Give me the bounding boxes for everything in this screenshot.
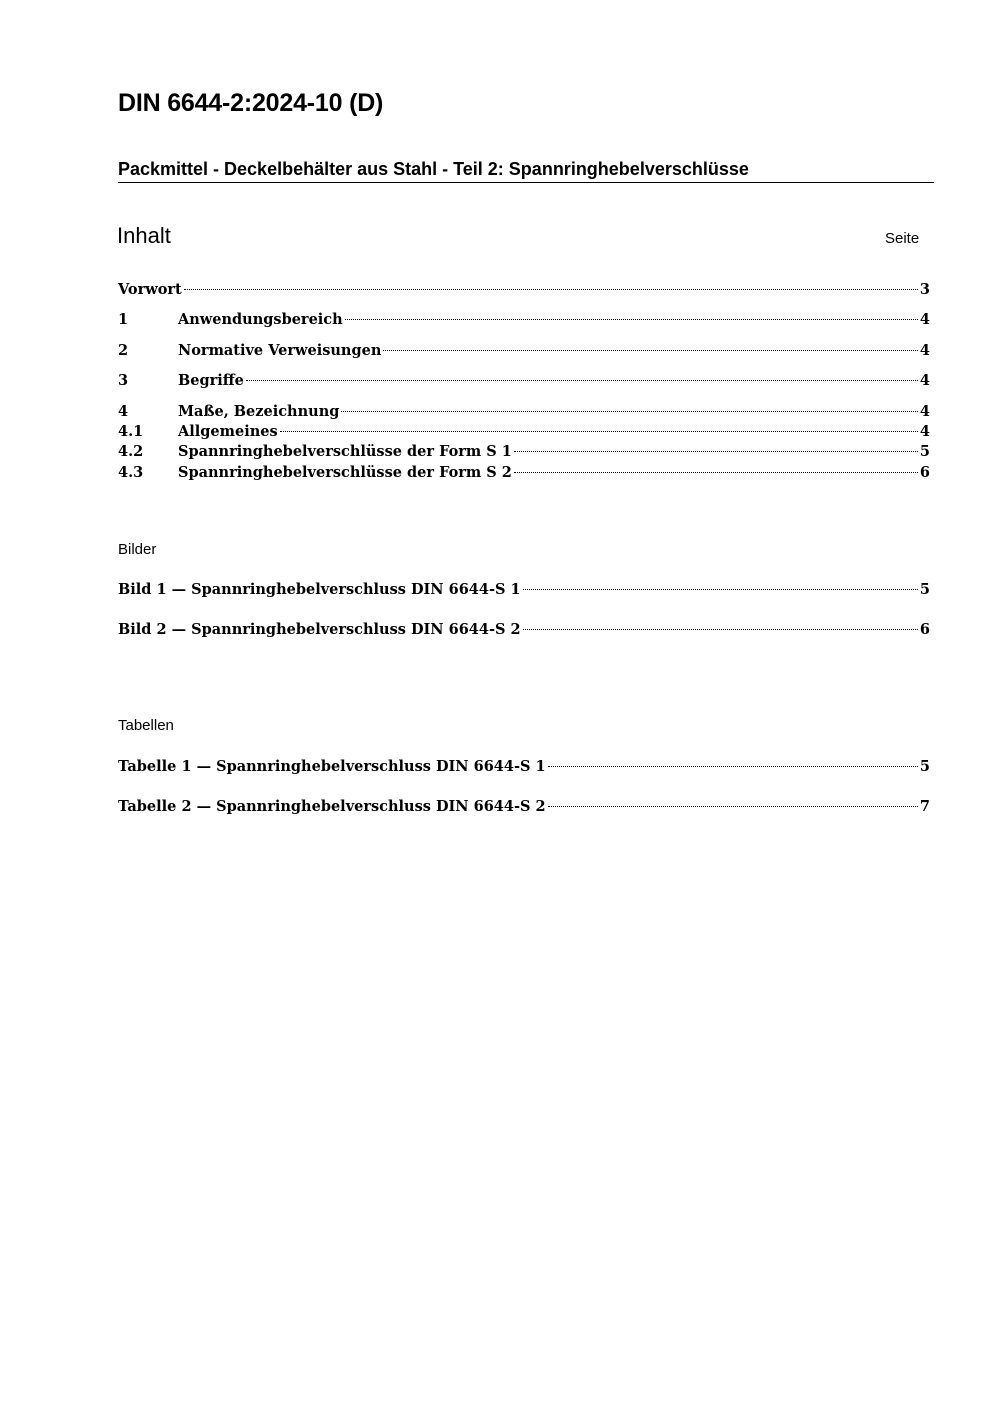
figure-entry-2[interactable] — [118, 621, 930, 639]
figure-entry-text: Bild 1 — Spannringhebelverschluss DIN 6644-S 1 — [118, 581, 521, 598]
toc-entry-page: 4 — [919, 342, 930, 359]
toc-entry-page: 5 — [919, 443, 930, 460]
toc-heading: Inhalt — [117, 223, 171, 248]
table-entry-text: Tabelle 1 — Spannringhebelverschluss DIN 6644-S 1 — [118, 758, 546, 775]
figure-entry-1[interactable] — [118, 581, 930, 599]
toc-entry-4-2[interactable] — [118, 443, 930, 461]
toc-entry-1[interactable] — [118, 311, 930, 329]
dot-leader — [345, 319, 918, 320]
toc-entry-number: 3 — [118, 372, 129, 389]
toc-entry-text: Begriffe — [178, 372, 244, 389]
toc-page-column-label: Seite — [885, 230, 920, 247]
tables-heading: Tabellen — [118, 717, 174, 734]
table-entry-page: 5 — [919, 758, 930, 775]
dot-leader — [514, 472, 918, 473]
table-entry-text: Tabelle 2 — Spannringhebelverschluss DIN 6644-S 2 — [118, 798, 546, 815]
toc-entry-text: Normative Verweisungen — [178, 342, 382, 359]
toc-entry-number: 4.2 — [118, 443, 144, 460]
dot-leader — [383, 350, 918, 351]
toc-entry-4-1[interactable] — [118, 423, 930, 441]
document-title: DIN 6644-2:2024-10 (D) — [118, 89, 384, 117]
toc-entry-4-3[interactable] — [118, 464, 930, 482]
toc-entry-page: 4 — [919, 423, 930, 440]
toc-entry-3[interactable] — [118, 372, 930, 390]
toc-entry-vorwort[interactable] — [118, 281, 930, 299]
toc-entry-text: Anwendungsbereich — [178, 311, 343, 328]
toc-entry-text: Spannringhebelverschlüsse der Form S 1 — [178, 443, 512, 460]
toc-entry-2[interactable] — [118, 342, 930, 360]
toc-entry-page: 4 — [919, 372, 930, 389]
table-entry-1[interactable] — [118, 758, 930, 776]
dot-leader — [548, 806, 918, 807]
dot-leader — [523, 589, 918, 590]
dot-leader — [280, 431, 918, 432]
table-entry-page: 7 — [919, 798, 930, 815]
table-entry-2[interactable] — [118, 798, 930, 816]
toc-entry-text: Spannringhebelverschlüsse der Form S 2 — [178, 464, 512, 481]
toc-entry-number: 2 — [118, 342, 129, 359]
toc-entry-text: Allgemeines — [178, 423, 278, 440]
toc-entry-number: 4.1 — [118, 423, 144, 440]
dot-leader — [184, 289, 918, 290]
dot-leader — [341, 411, 918, 412]
toc-entry-page: 6 — [919, 464, 930, 481]
figure-entry-text: Bild 2 — Spannringhebelverschluss DIN 6644-S 2 — [118, 621, 521, 638]
toc-entry-page: 3 — [919, 281, 930, 298]
toc-entry-text: Vorwort — [118, 281, 182, 298]
toc-entry-number: 4.3 — [118, 464, 144, 481]
toc-entry-4[interactable] — [118, 403, 930, 421]
dot-leader — [246, 380, 918, 381]
dot-leader — [548, 766, 918, 767]
figure-entry-page: 5 — [919, 581, 930, 598]
toc-entry-number: 1 — [118, 311, 129, 328]
document-subtitle: Packmittel - Deckelbehälter aus Stahl - Teil 2: Spannringhebelverschlüsse — [118, 159, 934, 183]
toc-entry-page: 4 — [919, 311, 930, 328]
figure-entry-page: 6 — [919, 621, 930, 638]
dot-leader — [523, 629, 918, 630]
toc-entry-number: 4 — [118, 403, 129, 420]
toc-entry-page: 4 — [919, 403, 930, 420]
figures-heading: Bilder — [118, 541, 157, 558]
toc-entry-text: Maße, Bezeichnung — [178, 403, 340, 420]
dot-leader — [514, 451, 918, 452]
